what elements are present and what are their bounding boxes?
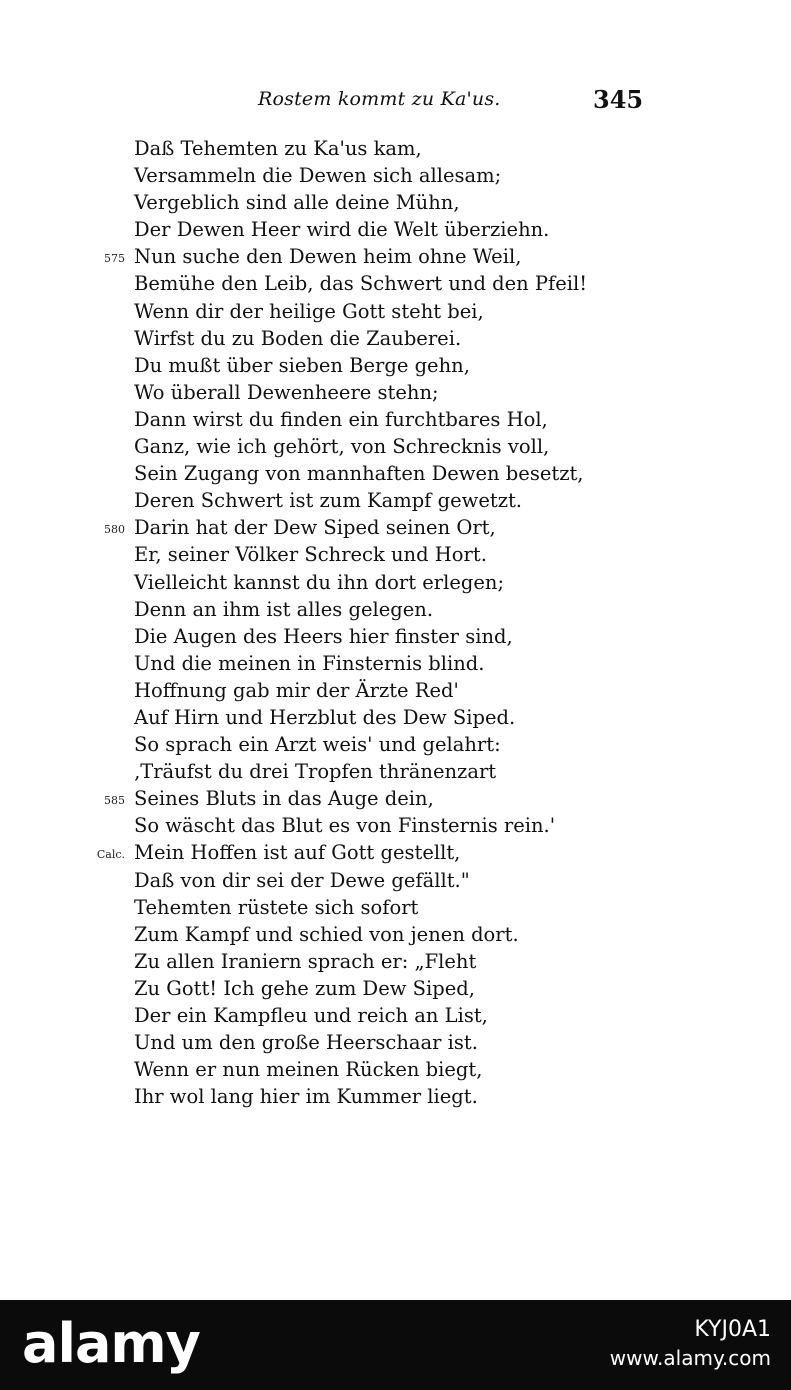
verse-text: Nun suche den Dewen heim ohne Weil,: [134, 245, 522, 269]
verse-text: Vergeblich sind alle deine Mühn,: [134, 191, 460, 215]
line-marker: 585: [104, 794, 125, 808]
verse-text: Wenn dir der heilige Gott steht bei,: [134, 299, 484, 323]
verse-line: [0, 433, 791, 460]
verse-line: [0, 839, 791, 866]
verse-text: Tehemten rüstete sich sofort: [134, 895, 419, 919]
verse-text: Daß von dir sei der Dewe gefällt.": [134, 868, 470, 892]
verse-line: [0, 1002, 791, 1029]
verse-text: Bemühe den Leib, das Schwert und den Pfeil!: [134, 272, 588, 296]
verse-text: ‚Träufst du drei Tropfen thränenzart: [134, 760, 497, 784]
verse-line: [0, 785, 791, 812]
verse-line: [0, 569, 791, 596]
verse-line: [0, 758, 791, 785]
page-number: 345: [593, 85, 644, 114]
verse-line: [0, 270, 791, 297]
verse-line: [0, 677, 791, 704]
verse-line: [0, 514, 791, 541]
line-marker: Calc.: [96, 848, 125, 862]
verse-text: Wo überall Dewenheere stehn;: [134, 380, 439, 404]
line-marker: 575: [104, 252, 125, 266]
verse-line: [0, 135, 791, 162]
verse-line: [0, 162, 791, 189]
verse-text: Wenn er nun meinen Rücken biegt,: [134, 1058, 483, 1082]
verse-text: Denn an ihm ist alles gelegen.: [134, 597, 434, 621]
running-head: Rostem kommt zu Ka'us.: [258, 88, 501, 110]
verse-text: Auf Hirn und Herzblut des Dew Siped.: [134, 705, 516, 729]
verse-text: Mein Hoffen ist auf Gott gestellt,: [134, 841, 461, 865]
verse-text: So wäscht das Blut es von Finsternis rein.': [134, 814, 556, 838]
verse-text: Darin hat der Dew Siped seinen Ort,: [134, 516, 496, 540]
verse-text: Ihr wol lang hier im Kummer liegt.: [134, 1085, 478, 1109]
verse-line: [0, 1083, 791, 1110]
verse-text: Hoffnung gab mir der Ärzte Red': [134, 678, 459, 702]
verse-text: Der Dewen Heer wird die Welt überziehn.: [134, 218, 550, 242]
verse-text: Wirfst du zu Boden die Zauberei.: [134, 326, 462, 350]
verse-line: [0, 243, 791, 270]
verse-text: So sprach ein Arzt weis' und gelahrt:: [134, 733, 501, 757]
verse-line: [0, 352, 791, 379]
stock-footer-bar: [0, 1300, 791, 1390]
line-marker: 580: [104, 523, 125, 537]
verse-text: Daß Tehemten zu Ka'us kam,: [134, 137, 422, 160]
verse-text: Dann wirst du finden ein furchtbares Hol,: [134, 407, 548, 431]
verse-line: [0, 189, 791, 216]
verse-text: Er, seiner Völker Schreck und Hort.: [134, 543, 487, 567]
verse-line: [0, 948, 791, 975]
verse-text: Der ein Kampfleu und reich an List,: [134, 1004, 488, 1027]
verse-text: Zu Gott! Ich gehe zum Dew Siped,: [134, 976, 475, 1000]
verse-line: [0, 216, 791, 243]
verse-line: [0, 596, 791, 623]
verse-line: [0, 867, 791, 894]
footer-meta: [610, 1316, 771, 1372]
verse-text: Seines Bluts in das Auge dein,: [134, 787, 434, 811]
alamy-logo: alamy: [22, 1312, 200, 1375]
verse-text: Zum Kampf und schied von jenen dort.: [134, 922, 519, 946]
verse-line: [0, 812, 791, 839]
verse-text: Die Augen des Heers hier finster sind,: [134, 624, 513, 648]
verse-text: Ganz, wie ich gehört, von Schrecknis voll,: [134, 435, 550, 459]
verse-text: Zu allen Iraniern sprach er: „Fleht: [134, 949, 477, 973]
verse-text: Du mußt über sieben Berge gehn,: [134, 353, 470, 377]
verse-line: [0, 460, 791, 487]
verse-text: Deren Schwert ist zum Kampf gewetzt.: [134, 489, 523, 513]
verse-text: Versammeln die Dewen sich allesam;: [134, 164, 502, 188]
poem-text: [0, 135, 791, 1110]
verse-text: Und die meinen in Finsternis blind.: [134, 651, 485, 675]
verse-line: [0, 406, 791, 433]
verse-line: [0, 731, 791, 758]
verse-line: [0, 1029, 791, 1056]
image-id: KYJ0A1: [694, 1317, 771, 1342]
verse-line: [0, 1056, 791, 1083]
verse-line: [0, 894, 791, 921]
verse-line: [0, 298, 791, 325]
verse-line: [0, 623, 791, 650]
verse-line: [0, 921, 791, 948]
verse-line: [0, 541, 791, 568]
verse-line: [0, 975, 791, 1002]
verse-line: [0, 379, 791, 406]
verse-text: Vielleicht kannst du ihn dort erlegen;: [134, 570, 505, 594]
verse-text: Sein Zugang von mannhaften Dewen besetzt,: [134, 462, 584, 486]
verse-line: [0, 325, 791, 352]
verse-line: [0, 704, 791, 731]
site-url: www.alamy.com: [609, 1346, 771, 1370]
verse-line: [0, 650, 791, 677]
verse-text: Und um den große Heerschaar ist.: [134, 1031, 478, 1055]
verse-line: [0, 487, 791, 514]
